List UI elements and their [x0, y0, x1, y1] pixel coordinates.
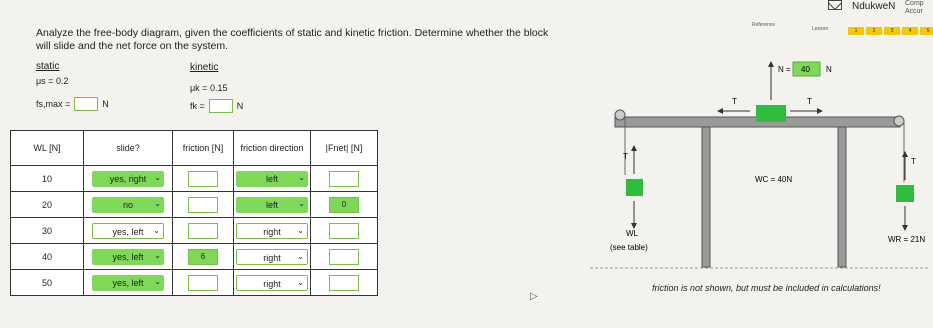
net-force-input[interactable]: [329, 223, 359, 239]
chevron-down-icon: ⌄: [298, 198, 305, 208]
mu-static: μs = 0.2: [36, 76, 69, 86]
net-force-cell: [311, 218, 378, 244]
step-5[interactable]: 5: [920, 27, 933, 35]
friction-input[interactable]: [188, 223, 218, 239]
tension-label-right: T: [807, 97, 812, 106]
pulley-right: [894, 116, 904, 126]
tension-label-left-block: T: [623, 152, 628, 161]
table-leg-left: [702, 127, 710, 267]
friction-cell: [173, 270, 234, 296]
table-row: [11, 218, 378, 244]
fk-unit: N: [236, 101, 244, 111]
direction-dropdown-label: right: [263, 252, 281, 263]
right-tension-arrowhead: [902, 151, 908, 157]
direction-dropdown[interactable]: [236, 223, 308, 239]
net-force-input[interactable]: [329, 249, 359, 265]
friction-input[interactable]: [188, 275, 218, 291]
net-force-input[interactable]: 0: [329, 197, 359, 213]
friction-input[interactable]: 6: [188, 249, 218, 265]
slide-dropdown-label: yes, right: [109, 173, 147, 184]
center-block: [756, 105, 786, 122]
tension-label-right-block: T: [911, 157, 916, 166]
right-block: [896, 185, 914, 202]
slide-cell: [84, 218, 173, 244]
step-4[interactable]: 4: [902, 27, 918, 35]
friction-cell: [173, 244, 234, 270]
slide-dropdown[interactable]: [92, 249, 164, 265]
tension-right-arrowhead: [817, 108, 823, 114]
table-leg-right: [838, 127, 846, 267]
net-force-input[interactable]: [329, 275, 359, 291]
fsmax-label: fs,max =: [36, 99, 71, 109]
comp-label: Comp: [905, 0, 924, 7]
tension-left-arrowhead: [717, 108, 723, 114]
pulley-left: [615, 110, 625, 120]
chevron-down-icon: ⌄: [153, 225, 160, 235]
net-force-cell: [311, 166, 378, 192]
slide-dropdown[interactable]: [92, 197, 164, 213]
fk-label: fk =: [190, 101, 205, 111]
fsmax-row: [36, 97, 109, 111]
net-force-cell: [311, 192, 378, 218]
left-block: [626, 179, 643, 196]
direction-cell: [234, 270, 311, 296]
step-1[interactable]: 1: [848, 27, 864, 35]
direction-dropdown-label: right: [263, 226, 281, 237]
score-indicator: [905, 0, 924, 16]
normal-arrowhead: [768, 61, 774, 67]
slide-dropdown[interactable]: [92, 171, 164, 187]
header-wl: WL [N]: [11, 131, 84, 166]
normal-value: 40: [801, 65, 810, 74]
slide-cell: [84, 192, 173, 218]
wl-label: WL: [626, 229, 638, 238]
wl-value: 20: [11, 192, 84, 218]
kinetic-title: kinetic: [190, 62, 219, 73]
direction-dropdown-label: left: [265, 199, 278, 210]
net-force-cell: [311, 244, 378, 270]
slide-dropdown[interactable]: [92, 275, 164, 291]
header-direction: friction direction: [234, 131, 311, 166]
net-force-cell: [311, 270, 378, 296]
direction-dropdown[interactable]: [236, 171, 308, 187]
wl-value: 10: [11, 166, 84, 192]
chevron-down-icon: ⌄: [297, 251, 304, 261]
chevron-down-icon: ⌄: [154, 250, 161, 260]
net-force-input[interactable]: [329, 171, 359, 187]
step-2[interactable]: 2: [866, 27, 882, 35]
friction-input[interactable]: [188, 171, 218, 187]
direction-dropdown-label: left: [265, 173, 278, 184]
table-row: [11, 166, 378, 192]
chevron-down-icon: ⌄: [154, 172, 161, 182]
direction-cell: [234, 244, 311, 270]
table-row: [11, 270, 378, 296]
direction-dropdown[interactable]: [236, 249, 308, 265]
table-row: [11, 244, 378, 270]
friction-input[interactable]: [188, 197, 218, 213]
slide-cell: [84, 270, 173, 296]
header-net-force: |Fnet| [N]: [311, 131, 378, 166]
tension-label-left: T: [732, 97, 737, 106]
wr-label: WR = 21N: [888, 235, 926, 244]
slide-dropdown-label: no: [122, 199, 133, 210]
chevron-down-icon: ⌄: [298, 172, 305, 182]
free-body-diagram: [590, 55, 930, 285]
static-title: static: [36, 61, 60, 72]
normal-label: N =: [778, 65, 791, 74]
header-friction: friction [N]: [173, 131, 234, 166]
normal-unit: N: [826, 65, 832, 74]
user-name[interactable]: NdukweN: [852, 1, 896, 12]
slide-dropdown-label: yes, left: [112, 226, 144, 237]
wl-value: 50: [11, 270, 84, 296]
mu-kinetic: μk = 0.15: [190, 83, 228, 93]
slide-dropdown-label: yes, left: [112, 277, 144, 288]
direction-cell: [234, 166, 311, 192]
mail-icon[interactable]: [828, 0, 842, 10]
friction-cell: [173, 218, 234, 244]
fsmax-input[interactable]: [74, 97, 98, 111]
slide-dropdown[interactable]: [92, 223, 164, 239]
reference-link[interactable]: Reference: [752, 22, 776, 28]
progress-steps: [848, 27, 933, 35]
lesson-link[interactable]: Lesson: [812, 26, 829, 32]
answer-table: [10, 130, 378, 296]
mouse-cursor-icon: ▷: [530, 291, 538, 302]
fsmax-unit: N: [102, 99, 109, 109]
chevron-down-icon: ⌄: [297, 225, 304, 235]
friction-note: friction is not shown, but must be included in calculations!: [652, 283, 881, 293]
direction-dropdown[interactable]: [236, 275, 308, 291]
chevron-down-icon: ⌄: [297, 277, 304, 287]
step-3[interactable]: 3: [884, 27, 900, 35]
slide-cell: [84, 166, 173, 192]
fk-input[interactable]: [209, 99, 233, 113]
direction-cell: [234, 192, 311, 218]
table-row: [11, 192, 378, 218]
wc-label: WC = 40N: [755, 175, 793, 184]
right-weight-arrowhead: [902, 225, 908, 231]
chevron-down-icon: ⌄: [154, 276, 161, 286]
question-prompt: Analyze the free-body diagram, given the coefficients of static and kinetic friction. Determine whether the block will slide and the net force on the system.: [36, 27, 549, 52]
wl-value: 30: [11, 218, 84, 244]
left-tension-arrowhead: [631, 145, 637, 151]
direction-cell: [234, 218, 311, 244]
slide-cell: [84, 244, 173, 270]
header-slide: slide?: [84, 131, 173, 166]
fk-row: [190, 99, 243, 113]
accuracy-label: Accur: [905, 8, 923, 15]
direction-dropdown[interactable]: [236, 197, 308, 213]
slide-dropdown-label: yes, left: [112, 251, 144, 262]
see-table-label: (see table): [610, 243, 648, 252]
wl-value: 40: [11, 244, 84, 270]
friction-cell: [173, 192, 234, 218]
chevron-down-icon: ⌄: [154, 198, 161, 208]
friction-cell: [173, 166, 234, 192]
direction-dropdown-label: right: [263, 278, 281, 289]
